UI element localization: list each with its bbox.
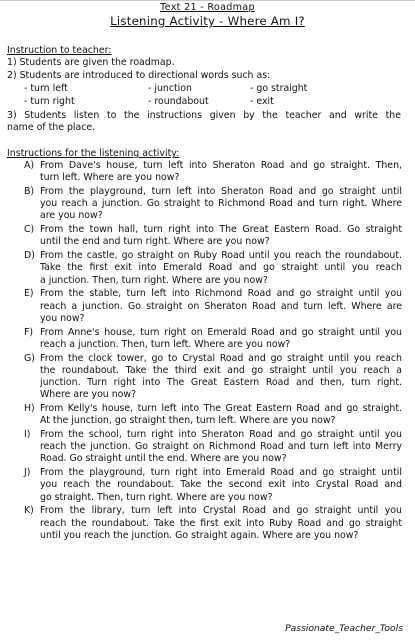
activity-item-text: turn left. Where are you now? (40, 172, 180, 184)
activity-item-text: From the playground, turn right into Emerald Road and go straight until (40, 467, 402, 479)
activity-item (24, 160, 402, 184)
activity-item (24, 467, 402, 504)
activity-item-text: From the playground, turn left into Sheraton Road and go straight until (40, 186, 402, 197)
activity-item-text: From the castle, go straight on Ruby Road until you reach the roundabout. (40, 250, 402, 262)
word-roundabout: - roundabout (148, 96, 209, 107)
activity-item-label: H) (24, 403, 35, 414)
activity-item-text: reach a junction. Then, turn left. Where are you now? (40, 338, 291, 350)
teacher-section-title: Instruction to teacher: (7, 45, 112, 56)
activity-item (24, 353, 402, 402)
activity-item-text: From the stable, turn left into Richmond Road and go straight until you (40, 288, 402, 300)
word-turn-left: - turn left (24, 83, 68, 94)
activity-item-text: reach the roundabout. Take the first exit into Ruby Road and go straight (40, 517, 402, 529)
activity-item-text: until the end and turn right. Where are you now? (40, 236, 270, 248)
activity-item (24, 250, 402, 287)
activity-item-text: Take the first exit into Emerald Road and go straight until you reach (40, 262, 402, 274)
activity-item-label: E) (24, 288, 34, 300)
word-junction: - junction (148, 83, 192, 94)
activity-item-text: a junction. Then, turn right. Where are you now? (40, 274, 268, 286)
text-number-label: Text 21 - Roadmap (160, 2, 255, 13)
activity-item-label: D) (24, 250, 35, 262)
activity-item-text: From the library, turn left into Crystal Road and go straight until you (40, 505, 402, 517)
activity-item-label: G) (24, 352, 35, 364)
activity-item-text: the roundabout. Take the third exit and go straight until you reach a (40, 364, 402, 376)
teacher-step-3-line-1: 3) Students listen to the instructions given by the teacher and write the (7, 110, 401, 121)
activity-item-text: From Kelly's house, turn left into The Great Eastern Road and go straight. (40, 403, 402, 414)
teacher-step-2: 2) Students are introduced to directional words such as: (7, 70, 271, 81)
activity-item-text: junction. Turn right into The Great Eastern Road and then, turn right. (40, 376, 402, 388)
activity-item-text: From the school, turn right into Sheraton Road and go straight until you (40, 429, 402, 440)
activity-item (24, 429, 402, 466)
word-go-straight: - go straight (250, 83, 308, 94)
activity-item-label: A) (24, 160, 35, 171)
activity-item (24, 224, 402, 248)
activity-item (24, 186, 402, 223)
teacher-step-3-line-2: name of the place. (7, 122, 96, 133)
worksheet-title: Listening Activity - Where Am I? (110, 14, 305, 28)
activity-item-text: Road. Go straight until the end. Where are you now? (40, 453, 287, 465)
activity-section-title: Instructions for the listening activity: (7, 148, 180, 159)
activity-item-text: From the clock tower, go to Crystal Road and go straight until you reach (40, 352, 402, 364)
activity-item (24, 288, 402, 325)
activity-item-label: I) (24, 429, 31, 440)
activity-item-text: reach the junction. Go straight on Richmond Road and turn left into Merry (40, 441, 402, 453)
activity-item-label: F) (24, 326, 34, 338)
activity-item (24, 403, 402, 427)
activity-item-text: go straight. Then, turn right. Where are you now? (40, 491, 273, 503)
activity-item-text: Where are you now? (40, 389, 137, 401)
teacher-step-1: 1) Students are given the roadmap. (7, 57, 175, 68)
activity-item-text: reach a junction. Go straight on Sheraton Road and turn left. Where are (40, 300, 402, 312)
activity-item-text: you reach a junction. Go straight to Richmond Road and turn right. Where (40, 198, 402, 210)
activity-item-text: until you reach the junction. Go straight again. Where are you now? (40, 529, 359, 541)
activity-item-label: K) (24, 505, 34, 517)
activity-item-text: are you now? (40, 210, 103, 222)
activity-item (24, 505, 402, 542)
activity-item-text: you now? (40, 312, 85, 324)
footer-credit: Passionate_Teacher_Tools (285, 623, 403, 634)
activity-item-label: J) (24, 467, 31, 479)
activity-item-label: B) (24, 186, 35, 197)
activity-item-label: C) (24, 224, 35, 236)
activity-item (24, 327, 402, 351)
activity-item-text: you reach the roundabout. Take the second exit into Crystal Road and (40, 479, 402, 491)
word-turn-right: - turn right (24, 96, 75, 107)
top-border (0, 0, 415, 1)
activity-item-text: From Dave's house, turn left into Sheraton Road and go straight. Then, (40, 160, 402, 171)
activity-item-text: From the town hall, turn right into The Great Eastern Road. Go straight (40, 224, 402, 236)
activity-item-text: From Anne's house, turn right on Emerald Road and go straight until you (40, 326, 402, 338)
activity-item-text: At the junction, go straight then, turn left. Where are you now? (40, 415, 336, 427)
word-exit: - exit (250, 96, 274, 107)
